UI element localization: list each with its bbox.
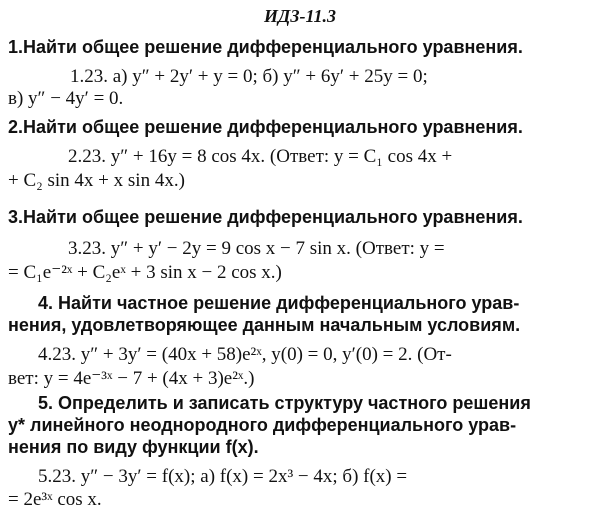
task-2-heading: 2.Найти общее решение дифференциального уравнения. xyxy=(8,117,523,137)
task-3-equation-line-2: = C₁e⁻²ˣ + C₂eˣ + 3 sin x − 2 cos x.) xyxy=(8,262,282,283)
task-2-equation-line-1: 2.23. y″ + 16y = 8 cos 4x. (Ответ: y = C₁ cos 4x + xyxy=(68,146,453,167)
task-2-equation-line-2: + C₂ sin 4x + x sin 4x.) xyxy=(8,170,185,191)
task-5-equation-line-1: 5.23. y″ − 3y′ = f(x); а) f(x) = 2x³ − 4x; б) f(x) = xyxy=(38,466,408,487)
task-1-equation-line-1: 1.23. а) y″ + 2y′ + y = 0; б) y″ + 6y′ + 25y = 0; xyxy=(70,66,428,87)
task-1-heading: 1.Найти общее решение дифференциального уравнения. xyxy=(8,37,523,57)
document-title: ИДЗ-11.3 xyxy=(264,6,336,26)
task-4-heading-line-2: нения, удовлетворяющее данным начальным условиям. xyxy=(8,315,521,335)
task-5-heading-line-3: нения по виду функции f(x). xyxy=(8,437,259,457)
task-4-equation-line-1: 4.23. y″ + 3y′ = (40x + 58)e²ˣ, y(0) = 0, y′(0) = 2. (От- xyxy=(38,344,452,365)
task-3-equation-line-1: 3.23. y″ + y′ − 2y = 9 cos x − 7 sin x. (Ответ: y = xyxy=(68,238,445,259)
task-5-heading-line-1: 5. Определить и записать структуру частного решения xyxy=(38,393,531,413)
task-5-heading-line-2: y* линейного неоднородного дифференциального урав- xyxy=(8,415,517,435)
task-4-equation-line-2: вет: y = 4e⁻³ˣ − 7 + (4x + 3)e²ˣ.) xyxy=(8,368,255,389)
task-4-heading-line-1: 4. Найти частное решение дифференциального урав- xyxy=(38,293,520,313)
task-3-heading: 3.Найти общее решение дифференциального уравнения. xyxy=(8,207,523,227)
task-1-equation-line-2: в) y″ − 4y′ = 0. xyxy=(8,88,124,109)
task-5-equation-line-2: = 2e³ˣ cos x. xyxy=(8,489,102,510)
